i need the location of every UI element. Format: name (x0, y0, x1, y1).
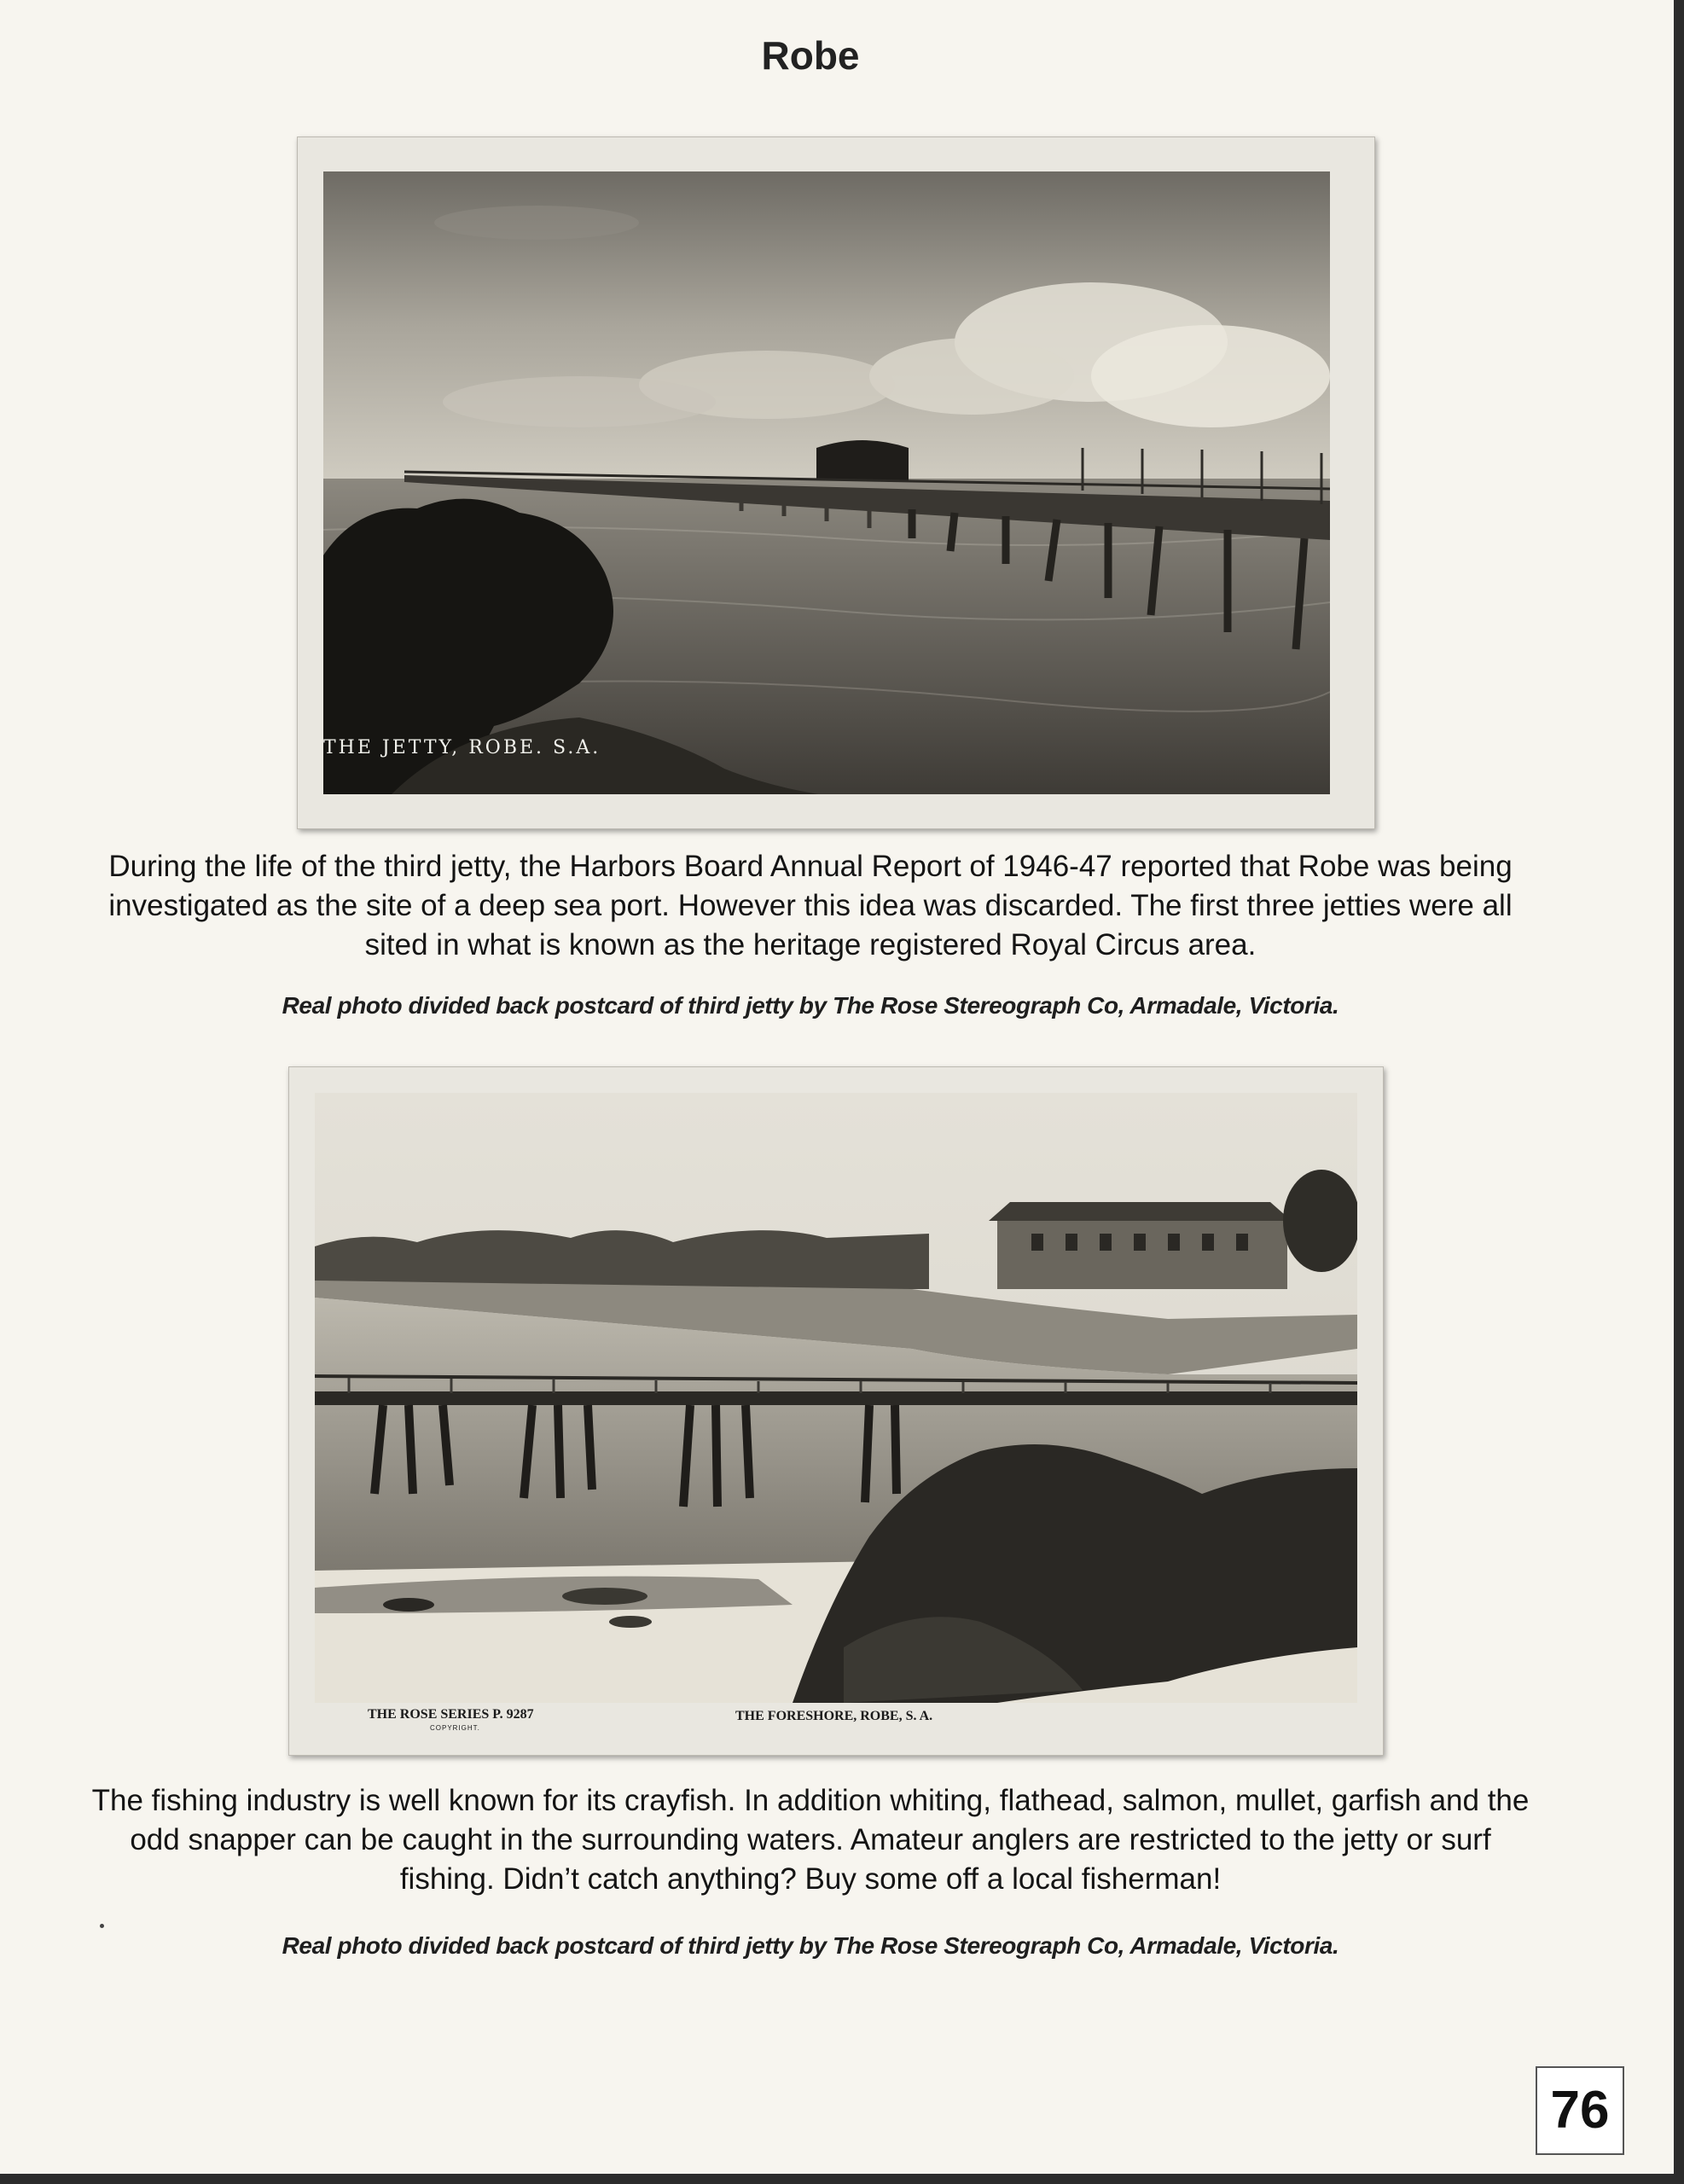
speck (100, 1924, 104, 1928)
scan-edge-bottom (0, 2174, 1684, 2184)
description-jetty: During the life of the third jetty, the Harbors Board Annual Report of 1946-47 reported that Robe was being investigated as the site of a deep sea port. However this idea was discarded. The first three jetties were all sited in what is known as the heritage registered Royal Circus area. (108, 850, 1513, 961)
postcard-jetty (297, 136, 1375, 829)
scan-edge-right (1674, 0, 1684, 2184)
copyright-label: COPYRIGHT. (430, 1724, 480, 1732)
photo-foreshore (315, 1093, 1357, 1703)
photo-caption-foreshore: THE FORESHORE, ROBE, S. A. (735, 1709, 933, 1723)
page-title: Robe (761, 33, 860, 78)
description-foreshore: The fishing industry is well known for its crayfish. In addition whiting, flathead, salmon, mullet, garfish and the odd snapper can be caught in the surrounding waters. Amateur anglers are restricted to the jetty or surf fishing. Didn’t catch anything? Buy some off a local fisherman! (91, 1784, 1530, 1896)
attribution-jetty: Real photo divided back postcard of third jetty by The Rose Stereograph Co, Armadale, Victoria. (282, 992, 1339, 1019)
page-number: 76 (1536, 2066, 1624, 2155)
series-label: THE ROSE SERIES P. 9287 (368, 1707, 534, 1722)
photo-jetty (323, 171, 1330, 794)
attribution-foreshore: Real photo divided back postcard of third jetty by The Rose Stereograph Co, Armadale, Victoria. (282, 1932, 1339, 1959)
postcard-foreshore (288, 1066, 1384, 1756)
photo-caption-jetty: THE JETTY, ROBE. S.A. (323, 737, 601, 758)
